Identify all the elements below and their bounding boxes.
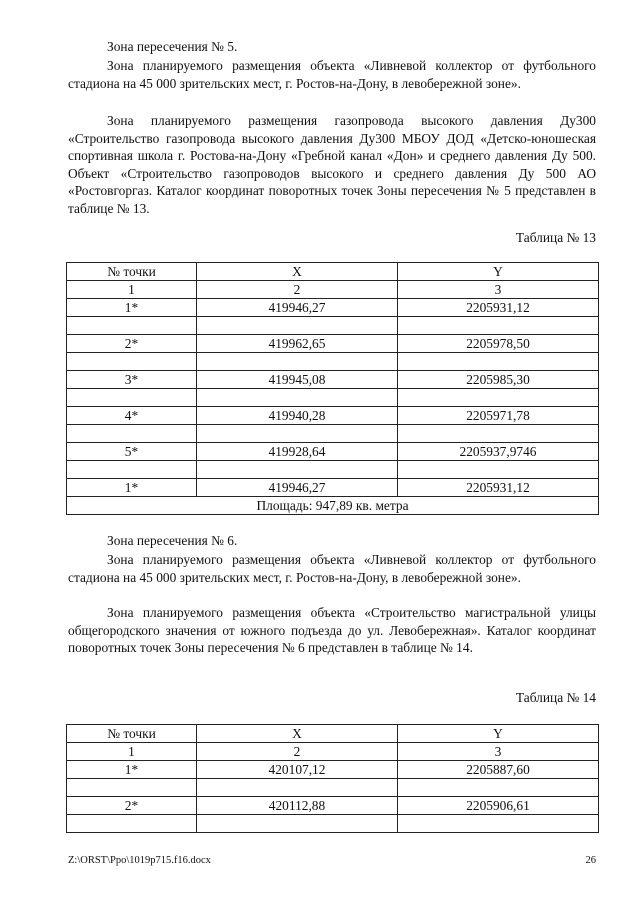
table-cell: 419940,28	[197, 407, 398, 425]
table-cell	[398, 353, 599, 371]
table13-header-point: № точки	[67, 263, 197, 281]
section6-paragraph-1: Зона планируемого размещения объекта «Ливневой коллектор от футбольного стадиона на 45 000 зрительских мест, г. Ростов-на-Дону, в левобережной зоне».	[68, 552, 596, 585]
table-row	[67, 335, 599, 353]
table-cell	[67, 779, 197, 797]
table-cell	[67, 317, 197, 335]
table-cell	[398, 779, 599, 797]
table13-caption: Таблица № 13	[515, 230, 596, 245]
table-cell	[197, 425, 398, 443]
table-cell: 2205978,50	[398, 335, 599, 353]
table-cell: 4*	[67, 407, 197, 425]
table-cell	[197, 353, 398, 371]
table-cell: 3	[398, 743, 599, 761]
table-cell: 2205931,12	[398, 479, 599, 497]
table-cell	[398, 461, 599, 479]
section6-heading: Зона пересечения № 6.	[107, 533, 238, 548]
table14-header-row	[67, 725, 599, 743]
table-cell: 2	[197, 281, 398, 299]
table-cell	[398, 425, 599, 443]
table-cell	[197, 779, 398, 797]
table-13	[66, 262, 599, 515]
table-cell: 2*	[67, 797, 197, 815]
table-cell: 1*	[67, 479, 197, 497]
table-row	[67, 425, 599, 443]
table-cell: 3*	[67, 371, 197, 389]
table-row	[67, 407, 599, 425]
table-cell	[197, 317, 398, 335]
table-cell: 420107,12	[197, 761, 398, 779]
table-row	[67, 389, 599, 407]
table-cell: 2205985,30	[398, 371, 599, 389]
table13-header-y: Y	[398, 263, 599, 281]
table-cell: 2*	[67, 335, 197, 353]
table14-header-y: Y	[398, 725, 599, 743]
table13-header-row	[67, 263, 599, 281]
table-row	[67, 461, 599, 479]
table-row	[67, 299, 599, 317]
table14-header-point: № точки	[67, 725, 197, 743]
table-cell	[197, 461, 398, 479]
table-row	[67, 353, 599, 371]
table-cell: 1	[67, 743, 197, 761]
table-cell: 2	[197, 743, 398, 761]
table-cell	[67, 353, 197, 371]
table14-header-x: X	[197, 725, 398, 743]
table-cell: 3	[398, 281, 599, 299]
table-cell: 2205937,9746	[398, 443, 599, 461]
table13-index-row	[67, 281, 599, 299]
section5-paragraph-2: Зона планируемого размещения газопровода высокого давления Ду300 «Строительство газопровода высокого давления Ду300 МБОУ ДОД «Детско-юношеская спортивная школа г. Ростова-на-Дону «Гребной канал «Дон» и среднего давления Ду 500. Объект «Строительство газопроводов высокого и среднего давления Ду 500 АО «Ростовгоргаз. Каталог координат поворотных точек Зоны пересечения № 5 представлен в таблице № 13.	[68, 113, 596, 216]
table-14	[66, 724, 599, 833]
table-row	[67, 815, 599, 833]
table-cell	[67, 461, 197, 479]
table-cell	[197, 815, 398, 833]
table-cell: 420112,88	[197, 797, 398, 815]
table-cell	[398, 815, 599, 833]
table-cell: 2205931,12	[398, 299, 599, 317]
table-cell: 419962,65	[197, 335, 398, 353]
table-cell: 419946,27	[197, 479, 398, 497]
table-cell: 419928,64	[197, 443, 398, 461]
table-cell	[67, 815, 197, 833]
table-cell: 5*	[67, 443, 197, 461]
section6-paragraph-2: Зона планируемого размещения объекта «Строительство магистральной улицы общегородского значения от южного подъезда до ул. Левобережная». Каталог координат поворотных точек Зоны пересечения № 6 представлен в таблице № 14.	[68, 605, 596, 656]
table-cell: 2205971,78	[398, 407, 599, 425]
section5-paragraph-1: Зона планируемого размещения объекта «Ливневой коллектор от футбольного стадиона на 45 000 зрительских мест, г. Ростов-на-Дону, в левобережной зоне».	[68, 58, 596, 91]
table-cell: 1*	[67, 761, 197, 779]
table-cell	[398, 317, 599, 335]
table-cell: 1*	[67, 299, 197, 317]
table-row	[67, 371, 599, 389]
table-cell	[197, 389, 398, 407]
table-cell: 2205887,60	[398, 761, 599, 779]
table-row	[67, 443, 599, 461]
table-cell: 1	[67, 281, 197, 299]
section5-heading: Зона пересечения № 5.	[107, 39, 238, 54]
table-cell	[398, 389, 599, 407]
table13-header-x: X	[197, 263, 398, 281]
table-cell: 2205906,61	[398, 797, 599, 815]
table14-caption: Таблица № 14	[515, 690, 596, 705]
table-row	[67, 317, 599, 335]
table13-area-row	[67, 497, 599, 515]
table-cell	[67, 425, 197, 443]
table-cell: 419946,27	[197, 299, 398, 317]
table14-index-row	[67, 743, 599, 761]
table13-area: Площадь: 947,89 кв. метра	[67, 497, 599, 515]
table-cell	[67, 389, 197, 407]
table-row	[67, 779, 599, 797]
table-row	[67, 797, 599, 815]
page-number: 26	[585, 855, 596, 866]
table-cell: 419945,08	[197, 371, 398, 389]
table-row	[67, 761, 599, 779]
table-row	[67, 479, 599, 497]
footer-file-path: Z:\ORST\Ppo\1019p715.f16.docx	[68, 855, 211, 866]
